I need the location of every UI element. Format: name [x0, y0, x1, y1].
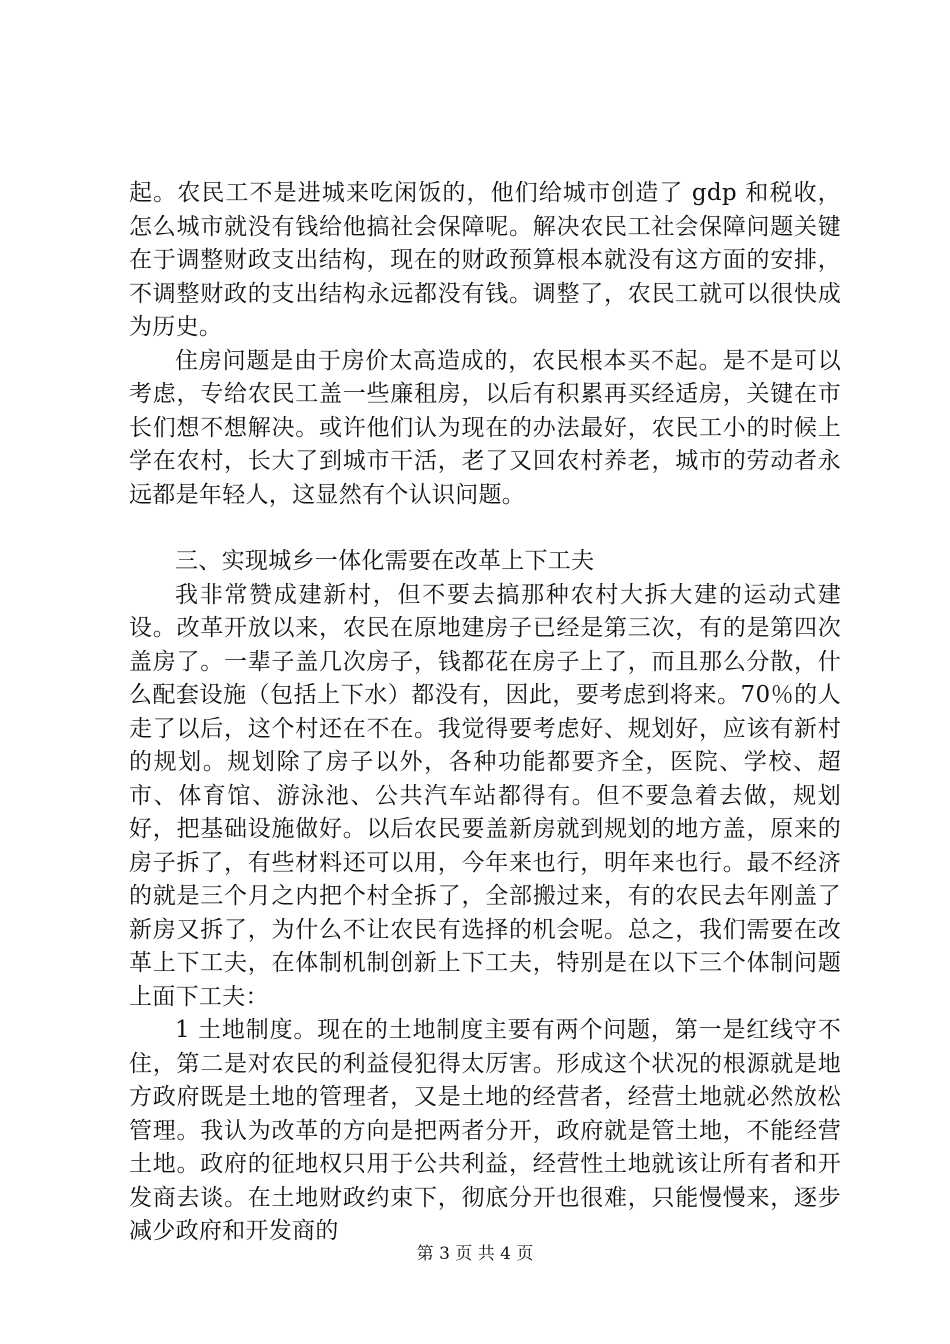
- paragraph-land-system: 1 土地制度。现在的土地制度主要有两个问题，第一是红线守不住，第二是对农民的利益侵犯得太厉害。形成这个状况的根源就是地方政府既是土地的管理者，又是土地的经营者，经营土地就必然放松管理。我认为改革的方向是把两者分开，政府就是管土地，不能经营土地。政府的征地权只用于公共利益，经营性土地就该让所有者和开发商去谈。在土地财政约束下，彻底分开也很难，只能慢慢来，逐步减少政府和开发商的: [129, 1017, 841, 1244]
- paragraph-new-village: 我非常赞成建新村，但不要去搞那种农村大拆大建的运动式建设。改革开放以来，农民在原地建房子已经是第三次，有的是第四次盖房了。一辈子盖几次房子，钱都花在房子上了，而且那么分散，什么配套设施（包括上下水）都没有，因此，要考虑到将来。70％的人走了以后，这个村还在不在。我觉得要考虑好、规划好，应该有新村的规划。规划除了房子以外，各种功能都要齐全，医院、学校、超市、体育馆、游泳池、公共汽车站都得有。但不要急着去做，规划好，把基础设施做好。以后农民要盖新房就到规划的地方盖，原来的房子拆了，有些材料还可以用，今年来也行，明年来也行。最不经济的就是三个月之内把个村全拆了，全部搬过来，有的农民去年刚盖了新房又拆了，为什么不让农民有选择的机会呢。总之，我们需要在改革上下工夫，在体制机制创新上下工夫，特别是在以下三个体制问题上面下工夫：: [129, 581, 841, 1010]
- paragraph-housing: 住房问题是由于房价太高造成的，农民根本买不起。是不是可以考虑，专给农民工盖一些廉租房，以后有积累再买经适房，关键在市长们想不想解决。或许他们认为现在的办法最好，农民工小的时候上学在农村，长大了到城市干活，老了又回农村养老，城市的劳动者永远都是年轻人，这显然有个认识问题。: [129, 347, 841, 508]
- page-footer: 第 3 页 共 4 页: [416, 1244, 534, 1264]
- paragraph-spacer: [129, 512, 841, 545]
- paragraph-continuation: 起。农民工不是进城来吃闲饭的，他们给城市创造了 gdp 和税收，怎么城市就没有钱给他搞社会保障呢。解决农民工社会保障问题关键在于调整财政支出结构，现在的财政预算根本就没有这方面的安排，不调整财政的支出结构永远都没有钱。调整了，农民工就可以很快成为历史。: [129, 180, 841, 340]
- section-heading: 三、实现城乡一体化需要在改革上下工夫: [175, 548, 595, 574]
- document-body: [129, 177, 841, 1249]
